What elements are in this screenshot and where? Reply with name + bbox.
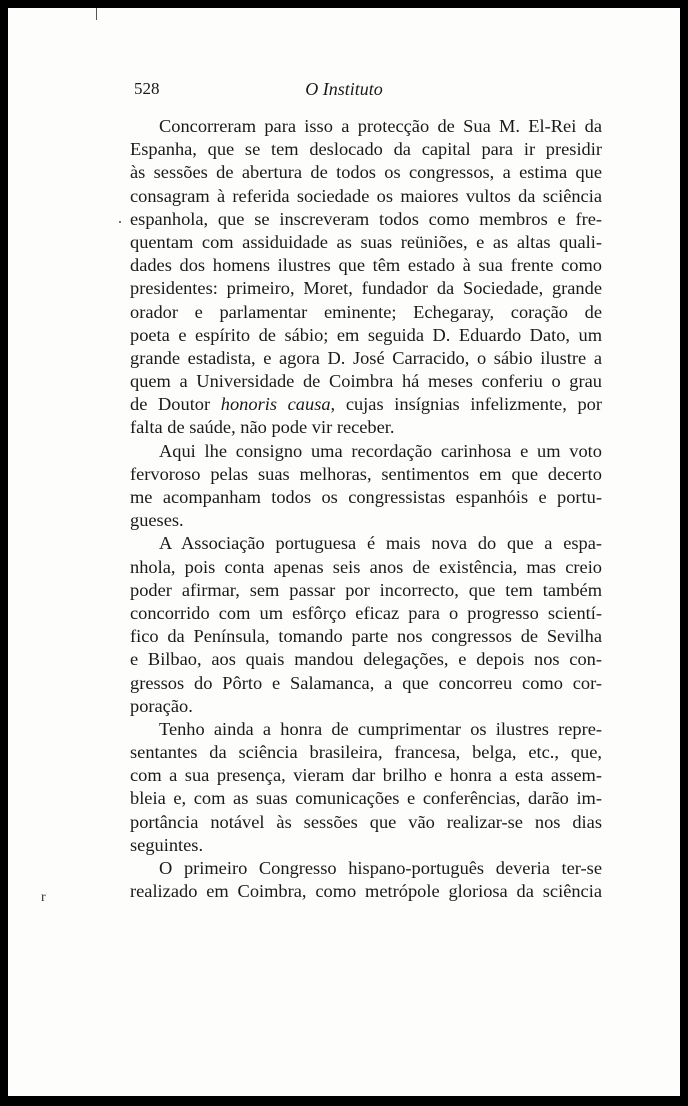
paragraph: [130, 532, 602, 718]
text-line: falta de saúde, não pode vir receber.: [130, 417, 395, 438]
text-line: [130, 393, 602, 416]
text-line: consagram à referida sociedade os maiores vultos da sciência: [130, 185, 602, 206]
italic-phrase: honoris causa,: [220, 394, 336, 415]
text-line: Concorreram para isso a protecção de Sua M. El-Rei da: [159, 116, 602, 136]
text-line: quentam com assiduidade as suas reüniões, e as altas quali-: [130, 231, 602, 252]
text-line: A Associação portuguesa é mais nova do que a espa-: [159, 533, 602, 554]
scan-mark: [119, 221, 121, 223]
text-line: me acompanham todos os congressistas espanhóis e portu-: [130, 487, 602, 507]
text-run: cujas insígnias infelizmente, por: [335, 394, 602, 415]
text-line: poração.: [130, 695, 193, 716]
paragraph: [130, 440, 602, 533]
text-line: realizado em Coimbra, como metrópole gloriosa da sciência: [130, 881, 602, 902]
text-line: com a sua presença, vieram dar brilho e honra a esta assem-: [130, 765, 602, 786]
text-line: nhola, pois conta apenas seis anos de existência, mas creio: [130, 556, 602, 577]
text-run: de Doutor: [130, 394, 221, 415]
paragraph: [130, 857, 602, 903]
text-line: gressos do Pôrto e Salamanca, a que concorreu como cor-: [130, 672, 602, 693]
text-line: portância notável às sessões que vão realizar-se nos dias: [130, 811, 602, 832]
text-line: grande estadista, e agora D. José Carracido, o sábio ilustre a: [130, 347, 602, 368]
text-line: quem a Universidade de Coimbra há meses conferiu o grau: [130, 371, 602, 392]
running-title: O Instituto: [305, 79, 383, 99]
paragraph: [130, 718, 602, 857]
margin-mark: r: [41, 890, 46, 905]
text-line: seguintes.: [130, 834, 204, 855]
text-line: presidentes: primeiro, Moret, fundador da Sociedade, grande: [130, 278, 602, 299]
text-line: Espanha, que se tem deslocado da capital para ir presidir: [130, 139, 602, 160]
text-line: gueses.: [130, 510, 184, 531]
book-page: [8, 8, 680, 1096]
text-line: orador e parlamentar eminente; Echegaray, coração de: [130, 301, 602, 322]
text-line: dades dos homens ilustres que têm estado à sua frente como: [130, 255, 602, 276]
scan-mark: [96, 8, 97, 20]
page-header: [8, 79, 680, 101]
page-number: 528: [134, 79, 160, 98]
text-line: poder afirmar, sem passar por incorrecto, que tem também: [130, 579, 602, 600]
text-line: sentantes da sciência brasileira, francesa, belga, etc., que,: [130, 742, 602, 763]
text-line: Aqui lhe consigno uma recordação carinhosa e um voto: [159, 440, 602, 461]
text-line: fico da Península, tomando parte nos congressos de Sevilha: [130, 626, 602, 647]
text-line: Tenho ainda a honra de cumprimentar os ilustres repre-: [159, 718, 602, 739]
text-line: às sessões de abertura de todos os congressos, a estima que: [130, 162, 602, 183]
text-line: e Bilbao, aos quais mandou delegações, e depois nos con-: [130, 649, 602, 670]
text-line: concorrido com um esfôrço eficaz para o progresso scientí-: [130, 602, 602, 623]
text-line: O primeiro Congresso hispano-português deveria ter-se: [159, 858, 602, 878]
paragraph: [130, 115, 602, 440]
body-text: [130, 115, 602, 903]
text-line: poeta e espírito de sábio; em seguida D. Eduardo Dato, um: [130, 324, 602, 345]
text-line: espanhola, que se inscreveram todos como membros e fre-: [130, 208, 602, 229]
text-line: fervoroso pelas suas melhoras, sentimentos em que decerto: [130, 463, 602, 484]
text-line: bleia e, com as suas comunicações e conferências, darão im-: [130, 788, 602, 809]
